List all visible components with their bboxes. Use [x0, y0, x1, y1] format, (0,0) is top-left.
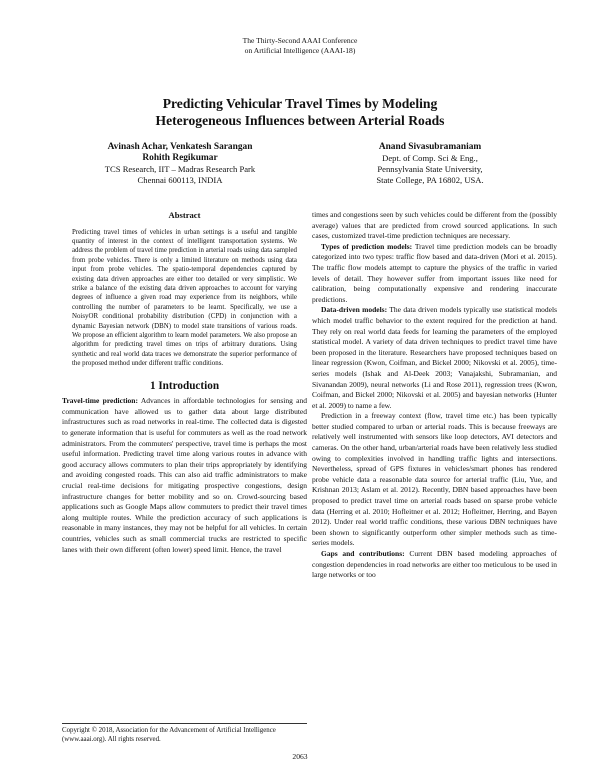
types-text: Travel time prediction models can be broadly categorized into two types: traffic flow based and data-driven (Mori et al. 2015). The traffic flow models attempt to capture the physics of the traffic in varied levels of detail. They however suffer from important issues like need for calibration, being computationally expensive and rendering inaccurate predictions.: [312, 241, 557, 304]
author-block-left: [58, 142, 302, 186]
title-line-2: Heterogeneous Influences between Arterial Roads: [155, 113, 445, 128]
author-name-right: Anand Sivasubramaniam: [378, 142, 482, 152]
data-driven-run-head: Data-driven models:: [321, 305, 388, 315]
continued-paragraph: times and congestions seen by such vehicles could be different from the (possibly average) values that are predicted from crowd sourced applications. In such cases, customized travel-time prediction techniques are necessary.: [312, 210, 557, 241]
copyright-notice: Copyright © 2018, Association for the Advancement of Artificial Intelligence (www.aaai.org). All rights reserved.: [62, 723, 307, 744]
gaps-text: Current DBN based modeling approaches of congestion dependencies in road networks are either too meticulous to be used in large networks or too: [312, 549, 557, 580]
types-run-head: Types of prediction models:: [321, 241, 413, 251]
abstract-heading: Abstract: [168, 210, 201, 220]
author-block-right: [318, 142, 542, 186]
affiliation-right-1: Dept. of Comp. Sci & Eng.,: [382, 153, 478, 163]
intro-run-head: Travel-time prediction:: [62, 396, 138, 406]
affiliation-right-3: State College, PA 16802, USA.: [376, 175, 484, 185]
paper-title: [0, 95, 600, 129]
freeway-paragraph: Prediction in a freeway context (flow, travel time etc.) has been typically better studied compared to urban or arterial roads. This is because freeways are relatively well instrumented with sensors like loop detectors, AVI detectors and cameras. On the other hand, urban/arterial roads have been relatively less studied owing to complexities involved in handling traffic lights and intersections. Nevertheless, spread of GPS fixtures in vehicles/smart phones has rendered probe vehicle data a reasonable data source for arterial traffic (Liu, Yue, and Krishnan 2013; Aslam et al. 2012). Recently, DBN based approaches have been proposed to predict travel time on arterial roads based on sparse probe vehicle data (Herring et al. 2010; Hofleitner et al. 2012; Hofleitner, Herring, and Bayen 2012). Under real world traffic conditions, these various DBN techniques have been shown to significantly outperform other simpler methods such as time-series models.: [312, 411, 557, 548]
affiliation-1: TCS Research, IIT – Madras Research Park: [104, 164, 256, 174]
gaps-paragraph: [312, 549, 557, 581]
intro-text: Advances in affordable technologies for sensing and communication have allowed us to gather data about large distributed infrastructures such as road networks in real-time. The collected data is digested to generate information that is useful for commuters as well as the road network administrators. From the commuters' perspective, travel time is perhaps the most useful information. Predicting travel time along various routes in advance with good accuracy allows commuters to plan their trips appropriately by identifying and avoiding congested roads. This can also aid traffic administrators to make crucial real-time decisions for mitigating prospective congestions, design infrastructure changes for better mobility and so on. Crowd-sourcing based applications such as Google Maps allow commuters to predict their travel times along multiple routes. While the prediction accuracy of such applications is reasonable in many instances, they may not be helpful for all vehicles. In certain countries, vehicles such as small commercial trucks are restricted to specific lanes with their own different (often lower) speed limit. Hence, the travel: [62, 396, 307, 554]
affiliation-2: Chennai 600113, INDIA: [137, 175, 223, 185]
author-names-1: Avinash Achar, Venkatesh Sarangan: [107, 142, 253, 152]
left-column: [62, 210, 307, 555]
data-driven-paragraph: [312, 305, 557, 411]
affiliation-right-2: Pennsylvania State University,: [377, 164, 483, 174]
page-number: 2063: [292, 752, 308, 761]
types-paragraph: [312, 242, 557, 306]
intro-paragraph: [62, 396, 307, 555]
title-line-1: Predicting Vehicular Travel Times by Modeling: [162, 96, 438, 111]
conference-header: [0, 36, 600, 55]
abstract-text: Predicting travel times of vehicles in urban settings is a useful and tangible quantity of interest in the context of intelligent transportation systems. We address the problem of travel time prediction in arterial roads using data sampled from probe vehicles. There is only a limited literature on methods using data input from probe vehicles. The spatio-temporal dependencies captured by existing data driven approaches are either too detailed or very simplistic. We strike a balance of the existing data driven approaches to account for varying degrees of influence a given road may experience from its neighbors, while controlling the number of parameters to be learnt. Specifically, we use a NoisyOR conditional probability distribution (CPD) in conjunction with a dynamic Bayesian network (DBN) to model state transitions of various roads. We propose an efficient algorithm to learn model parameters. We also propose an algorithm for predicting travel times on trips of arbitrary durations. Using synthetic and real world data traces we demonstrate the superior performance of the proposed method under different traffic conditions.: [72, 228, 297, 368]
author-names-2: Rohith Regikumar: [142, 153, 218, 163]
conference-line-2: on Artificial Intelligence (AAAI-18): [244, 45, 356, 55]
right-column: [312, 210, 557, 581]
gaps-run-head: Gaps and contributions:: [321, 549, 405, 558]
data-driven-text: The data driven models typically use statistical models which model traffic behavior to the extent required for the prediction at hand. They rely on real world data feeds for learning the parameters of the employed statistical model. A variety of data driven techniques to predict travel time have been proposed in the literature. Researchers have proposed techniques based on linear regression (Kwon, Coifman, and Bickel 2000; Nikovski et al. 2005), time-series models (Ishak and Al-Deek 2003; Vanajakshi, Subramanian, and Sivanandan 2009), neural networks (Li and Rose 2011), regression trees (Kwon, Coifman, and Bickel 2000; Nikovski et al. 2005) and bayesian networks (Hunter et al. 2009) to name a few.: [312, 305, 558, 410]
intro-heading: 1 Introduction: [149, 379, 220, 392]
conference-line-1: The Thirty-Second AAAI Conference: [242, 36, 358, 45]
